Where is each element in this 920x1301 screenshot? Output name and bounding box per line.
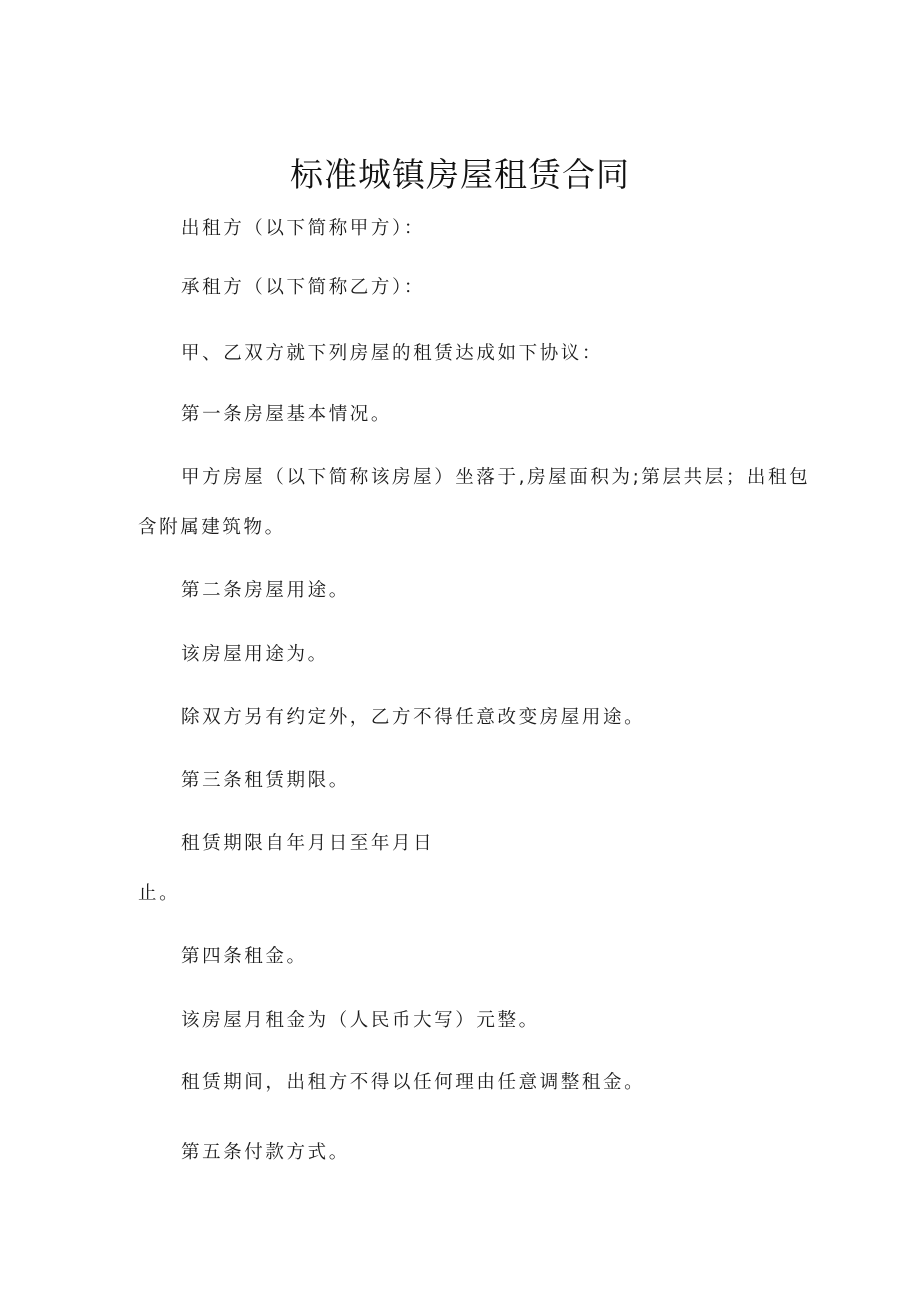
article-1-heading: 第一条房屋基本情况。 — [181, 404, 393, 425]
article-1-body-line-2: 含附属建筑物。 — [138, 517, 286, 538]
article-3-body-line-2: 止。 — [138, 883, 181, 904]
article-2-heading: 第二条房屋用途。 — [181, 580, 350, 601]
agreement-intro: 甲、乙双方就下列房屋的租赁达成如下协议： — [181, 343, 604, 364]
article-2-restriction: 除双方另有约定外，乙方不得任意改变房屋用途。 — [181, 707, 646, 728]
article-2-body: 该房屋用途为。 — [181, 644, 329, 665]
article-4-restriction: 租赁期间，出租方不得以任何理由任意调整租金。 — [181, 1072, 646, 1093]
document-title: 标准城镇房屋租赁合同 — [290, 155, 630, 194]
article-5-heading: 第五条付款方式。 — [181, 1142, 350, 1163]
article-4-body: 该房屋月租金为（人民币大写）元整。 — [181, 1010, 540, 1031]
article-1-body-line-1: 甲方房屋（以下简称该房屋）坐落于,房屋面积为;第层共层；出租包 — [181, 467, 811, 488]
article-3-body-line-1: 租赁期限自年月日至年月日 — [181, 833, 435, 854]
article-3-heading: 第三条租赁期限。 — [181, 770, 350, 791]
article-4-heading: 第四条租金。 — [181, 946, 308, 967]
lessee-line: 承租方（以下简称乙方）： — [181, 277, 425, 298]
lessor-line: 出租方（以下简称甲方）： — [181, 218, 425, 239]
